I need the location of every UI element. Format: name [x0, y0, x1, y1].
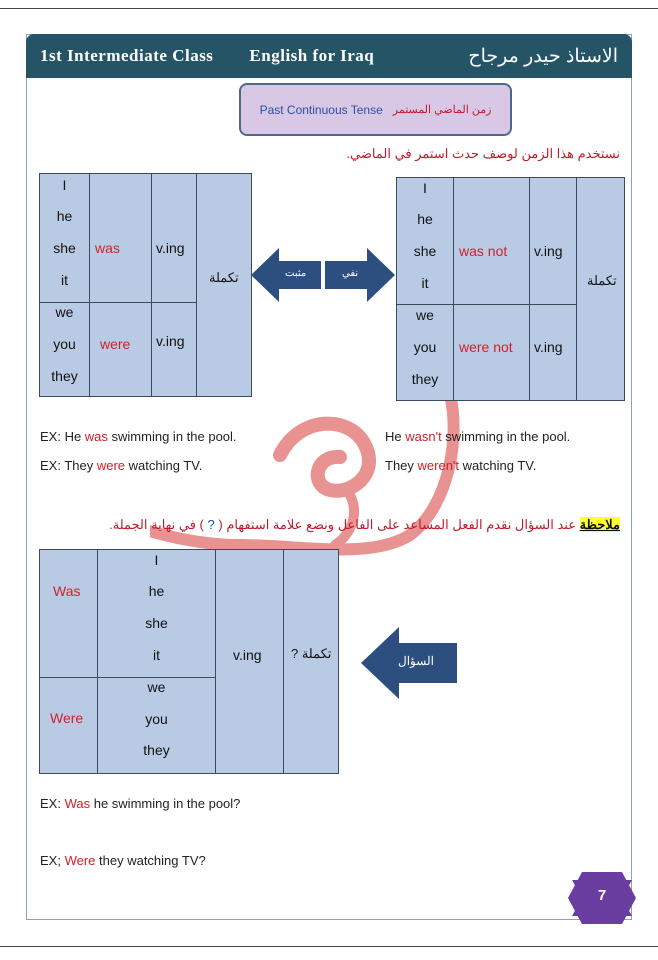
- negative-verb-a-cell: [529, 177, 577, 305]
- affirmative-verb-b-cell: [151, 302, 197, 397]
- aff-pronoun: we: [55, 304, 74, 320]
- arrow-label-negative: نفي: [342, 268, 359, 279]
- aff-aux-was: was: [95, 240, 120, 256]
- note-text-a: عند السؤال نقدم الفعل المساعد على الفاعل ونضع علامة استفهام (: [218, 517, 576, 532]
- example-negative-2: [385, 458, 536, 473]
- example-text: EX: He: [40, 429, 85, 444]
- bottom-rule: [0, 946, 658, 947]
- example-affirmative-2: [40, 458, 202, 473]
- example-text: watching TV.: [125, 458, 203, 473]
- example-aux: Was: [64, 796, 91, 811]
- header-subject: English for Iraq: [249, 46, 375, 65]
- intro-text: نستخدم هذا الزمن لوصف حدث استمر في الماضي.: [346, 146, 620, 161]
- neg-pronoun: it: [421, 275, 429, 291]
- example-question-1: [40, 796, 240, 811]
- aff-aux-were: were: [100, 336, 131, 352]
- example-aux: weren't: [417, 458, 460, 473]
- neg-verb: v.ing: [534, 243, 563, 259]
- question-pronoun: it: [153, 647, 160, 663]
- note-line: [109, 517, 620, 533]
- affirmative-verb-a-cell: [151, 173, 197, 303]
- arrow-label-affirmative: مثبت: [285, 268, 307, 279]
- aff-verb: v.ing: [156, 240, 185, 256]
- example-negative-1: [385, 429, 570, 444]
- negative-complement-cell: [576, 177, 625, 401]
- example-question-2: [40, 853, 206, 868]
- aff-pronoun: he: [56, 208, 73, 224]
- example-affirmative-1: [40, 429, 237, 444]
- negative-table: [396, 177, 625, 401]
- question-aux-was: Was: [53, 583, 81, 599]
- neg-verb: v.ing: [534, 339, 563, 355]
- note-qmark: ?: [207, 517, 215, 532]
- question-pronoun: I: [154, 552, 159, 568]
- aff-complement: تكملة: [209, 270, 239, 285]
- example-aux: Were: [64, 853, 96, 868]
- example-text: EX: They: [40, 458, 97, 473]
- top-rule: [0, 8, 658, 9]
- example-text: They: [385, 458, 418, 473]
- question-pronoun: he: [148, 583, 165, 599]
- neg-pronoun: they: [411, 371, 439, 387]
- negative-aux-a-cell: [453, 177, 530, 305]
- example-aux: wasn't: [405, 429, 442, 444]
- page-header: [26, 34, 632, 78]
- watermark-signature: [150, 395, 510, 565]
- affirmative-aux-a-cell: [89, 173, 152, 303]
- neg-aux-was-not: was not: [459, 243, 508, 259]
- aff-pronoun: I: [62, 177, 67, 193]
- header-class: 1st Intermediate Class: [40, 46, 214, 65]
- example-text: he swimming in the pool?: [90, 796, 241, 811]
- arrow-label-question: السؤال: [398, 654, 434, 668]
- question-pronoun: they: [143, 742, 170, 758]
- aff-pronoun: they: [51, 368, 78, 384]
- neg-pronoun: I: [423, 180, 427, 196]
- question-pronoun: she: [145, 615, 168, 631]
- neg-pronoun: we: [416, 307, 434, 323]
- aff-pronoun: she: [53, 240, 76, 256]
- note-text-b: ) في نهاية الجملة.: [109, 517, 204, 532]
- example-aux: were: [96, 458, 126, 473]
- note-label: ملاحظة: [579, 517, 620, 532]
- header-teacher: الاستاذ حيدر مرجاح: [468, 45, 618, 67]
- question-verb: v.ing: [233, 647, 262, 663]
- example-aux: was: [84, 429, 108, 444]
- question-aux-a-cell: [39, 549, 98, 678]
- question-pronoun: you: [145, 711, 168, 727]
- example-text: watching TV.: [459, 458, 537, 473]
- example-text: swimming in the pool.: [441, 429, 571, 444]
- example-text: He: [385, 429, 406, 444]
- example-text: EX;: [40, 853, 65, 868]
- aff-verb: v.ing: [156, 333, 185, 349]
- neg-aux-were-not: were not: [459, 339, 513, 355]
- question-aux-were: Were: [50, 710, 84, 726]
- right-arrow-icon: [325, 248, 395, 302]
- aff-pronoun: you: [53, 336, 76, 352]
- aff-pronoun: it: [61, 272, 68, 288]
- neg-complement: تكملة: [587, 273, 617, 288]
- title-ar: زمن الماضي المستمر: [392, 104, 492, 116]
- page-number: 7: [597, 887, 607, 904]
- example-text: they watching TV?: [95, 853, 206, 868]
- neg-pronoun: he: [417, 211, 433, 227]
- example-text: EX:: [40, 796, 65, 811]
- example-text: swimming in the pool.: [107, 429, 237, 444]
- affirmative-table: [39, 173, 252, 397]
- title-en: Past Continuous Tense: [259, 102, 383, 117]
- neg-pronoun: she: [413, 243, 437, 259]
- question-pronoun: we: [147, 679, 166, 695]
- neg-pronoun: you: [413, 339, 437, 355]
- question-complement: تكملة ?: [291, 646, 332, 661]
- title-box: [239, 83, 512, 136]
- question-table: [39, 549, 339, 774]
